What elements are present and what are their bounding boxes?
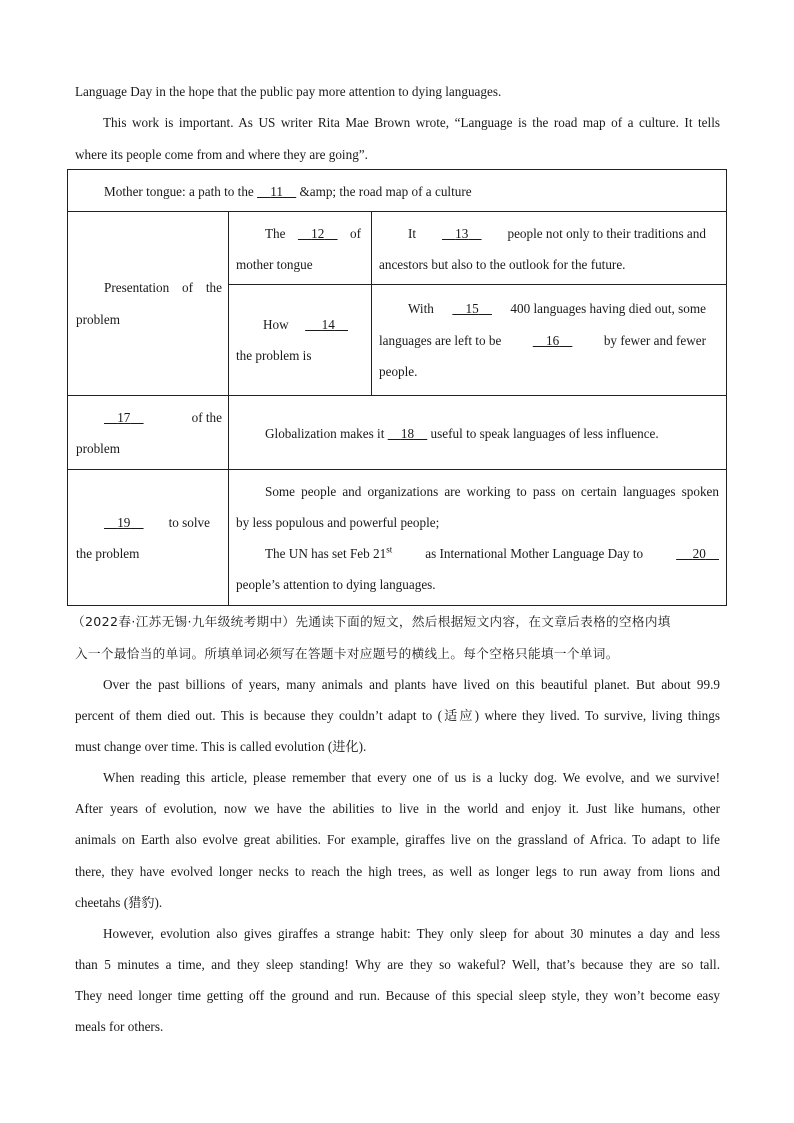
cell-14-line1: How 14 [263,317,348,333]
cell-19-line1: 19 to solve [104,515,210,531]
cell-20-line2: by less populous and powerful people; [236,515,440,530]
cell-12-line2: mother tongue [236,257,313,272]
cell-16-line3: people. [379,364,418,379]
presentation-label-cell [67,212,229,396]
cell-12-line1: The 12 of [265,226,361,241]
passage-p3-line4: meals for others. [75,1019,164,1034]
instruction-line1: （2022春·江苏无锡·九年级统考期中）先通读下面的短文，然后根据短文内容，在文章后表格的空格内填 [72,614,671,629]
cell-12 [229,212,372,285]
passage-p2-line5: cheetahs (猎豹). [75,895,163,910]
cell-17-line2: problem [76,441,120,456]
answer-blank-17: 17 [117,410,131,425]
passage-p1-line3: must change over time. This is called evolution (进化). [75,739,367,754]
cell-20-line3: The UN has set Feb 21st as International Mother Language Day to 20 [265,546,719,562]
cell-14-line2: the problem is [236,348,312,363]
cell-17-line1: 17 of the [104,410,222,426]
text-line: Language Day in the hope that the public pay more attention to dying languages. [75,84,502,99]
passage-p1-line2: percent of them died out. This is because they couldn’t adapt to (适应) where they lived. To survive, living things [75,708,720,723]
cell-16-line2: languages are left to be 16 by fewer and fewer [379,333,706,348]
instruction-line2: 入一个最恰当的单词。所填单词必须写在答题卡对应题号的横线上。每个空格只能填一个单词。 [75,646,619,661]
passage-p2-line3: animals on Earth also evolve great abilities. For example, giraffes live on the grassland of Africa. To adapt to life [75,832,720,847]
cell-20 [229,470,727,606]
passage-p3-line3: They need longer time getting off the ground and run. Because of this special sleep style, they won’t become easy [75,988,720,1003]
answer-blank-14: 14 [321,317,335,332]
passage-p1-line1: Over the past billions of years, many animals and plants have lived on this beautiful planet. But about 99.9 [103,677,720,692]
cell-20-line1: Some people and organizations are working to pass on certain languages spoken [265,484,719,499]
cell-15-16 [372,285,727,396]
cell-14 [229,285,372,396]
presentation-label-line2: problem [76,312,120,327]
table-header-cell [67,169,727,212]
cell-13-line1: It 13 people not only to their traditions and [408,226,706,241]
answer-blank-12: 12 [311,226,325,241]
cell-15-line1: With 15 400 languages having died out, some [408,301,706,316]
cell-17 [67,396,229,470]
answer-blank-16: 16 [545,333,560,348]
text-line: This work is important. As US writer Rita Mae Brown wrote, “Language is the road map of a culture. It tells [103,115,720,130]
cell-20-line4: people’s attention to dying languages. [236,577,436,592]
cell-18-line: Globalization makes it 18 useful to speak languages of less influence. [265,426,659,441]
cell-13 [372,212,727,285]
table-header-text: Mother tongue: a path to the 11 &amp; the road map of a culture [104,184,472,199]
answer-blank-13: 13 [455,226,469,241]
cell-13-line2: ancestors but also to the outlook for the future. [379,257,626,272]
passage-p2-line4: there, they have evolved longer necks to reach the high trees, as well as longer legs to run away from lions and [75,864,720,879]
passage-p3-line2: than 5 minutes a time, and they sleep standing! Why are they so wakeful? Well, that’s because they are so tall. [75,957,720,972]
passage-p2-line1: When reading this article, please remember that every one of us is a lucky dog. We evolve, and we survive! [103,770,720,785]
cell-19-line2: the problem [76,546,140,561]
passage-p3-line1: However, evolution also gives giraffes a strange habit: They only sleep for about 30 minutes a day and less [103,926,720,941]
answer-blank-19: 19 [117,515,131,530]
answer-blank-15: 15 [465,301,479,316]
answer-blank-11: 11 [270,184,283,199]
text-line: where its people come from and where they are going”. [75,147,368,162]
cell-18 [229,396,727,470]
passage-p2-line2: After years of evolution, now we have the abilities to live in the world and enjoy it. Just like humans, other [75,801,720,816]
cell-19 [67,470,229,606]
presentation-label: Presentation of the [104,280,222,295]
summary-table [67,169,727,606]
answer-blank-20: 20 [692,546,706,561]
answer-blank-18: 18 [400,426,415,441]
